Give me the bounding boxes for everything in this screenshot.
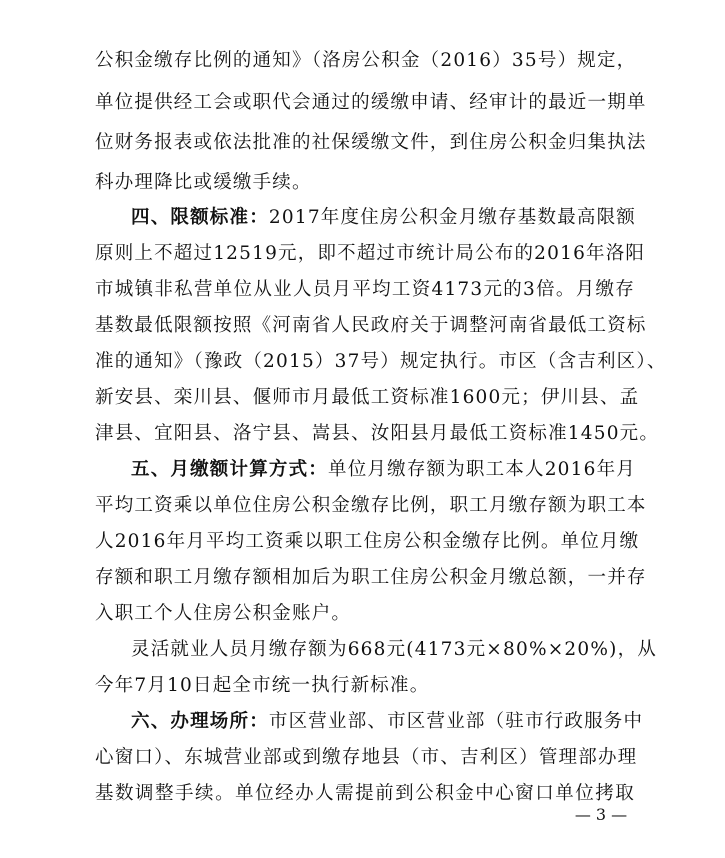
text-line: 原则上不超过12519元，即不超过市统计局公布的2016年洛阳: [95, 243, 646, 264]
text-line: 今年7月10日起全市统一执行新标准。: [95, 675, 430, 696]
section-heading: 五、月缴额计算方式：: [131, 459, 329, 480]
paragraph-first-line: [131, 707, 644, 737]
text-line: 基数最低限额按照《河南省人民政府关于调整河南省最低工资标: [95, 315, 647, 336]
paragraph-first-line: [131, 455, 635, 485]
section-heading: 六、办理场所：: [131, 711, 269, 732]
text-line: 单位提供经工会或职代会通过的缓缴申请、经审计的最近一期单: [95, 92, 647, 113]
text-span: 单位月缴存额为职工本人2016年月: [328, 459, 636, 480]
text-line: 灵活就业人员月缴存额为668元(4173元×80%×20%)，从: [131, 639, 657, 660]
text-line: 公积金缴存比例的通知》（洛房公积金（2016）35号）规定，: [95, 50, 637, 71]
paragraph-first-line: [131, 203, 635, 233]
text-line: 基数调整手续。单位经办人需提前到公积金中心窗口单位拷取: [95, 783, 635, 804]
text-line: 存额和职工月缴存额相加后为职工住房公积金月缴总额，一并存: [95, 567, 647, 588]
text-span: 2017年度住房公积金月缴存基数最高限额: [268, 207, 636, 228]
text-line: 津县、宜阳县、洛宁县、嵩县、汝阳县月最低工资标准1450元。: [95, 423, 660, 444]
text-line: 准的通知》（豫政（2015）37号）规定执行。市区（含吉利区）、: [95, 351, 667, 372]
text-line: 心窗口）、东城营业部或到缴存地县（市、吉利区）管理部办理: [95, 747, 638, 768]
text-line: 科办理降比或缓缴手续。: [95, 172, 312, 193]
text-line: 平均工资乘以单位住房公积金缴存比例，职工月缴存额为职工本: [95, 495, 647, 516]
section-heading: 四、限额标准：: [131, 207, 269, 228]
text-line: 人2016年月平均工资乘以职工住房公积金缴存比例。单位月缴: [95, 531, 640, 552]
text-line: 市城镇非私营单位从业人员月平均工资4173元的3倍。月缴存: [95, 279, 635, 300]
page-number: — 3 —: [574, 805, 628, 824]
text-line: 位财务报表或依法批准的社保缓缴文件，到住房公积金归集执法: [95, 132, 647, 153]
text-line: 新安县、栾川县、偃师市月最低工资标准1600元；伊川县、孟: [95, 387, 640, 408]
text-line: 入职工个人住房公积金账户。: [95, 603, 352, 624]
text-span: 市区营业部、市区营业部（驻市行政服务中: [268, 711, 644, 732]
